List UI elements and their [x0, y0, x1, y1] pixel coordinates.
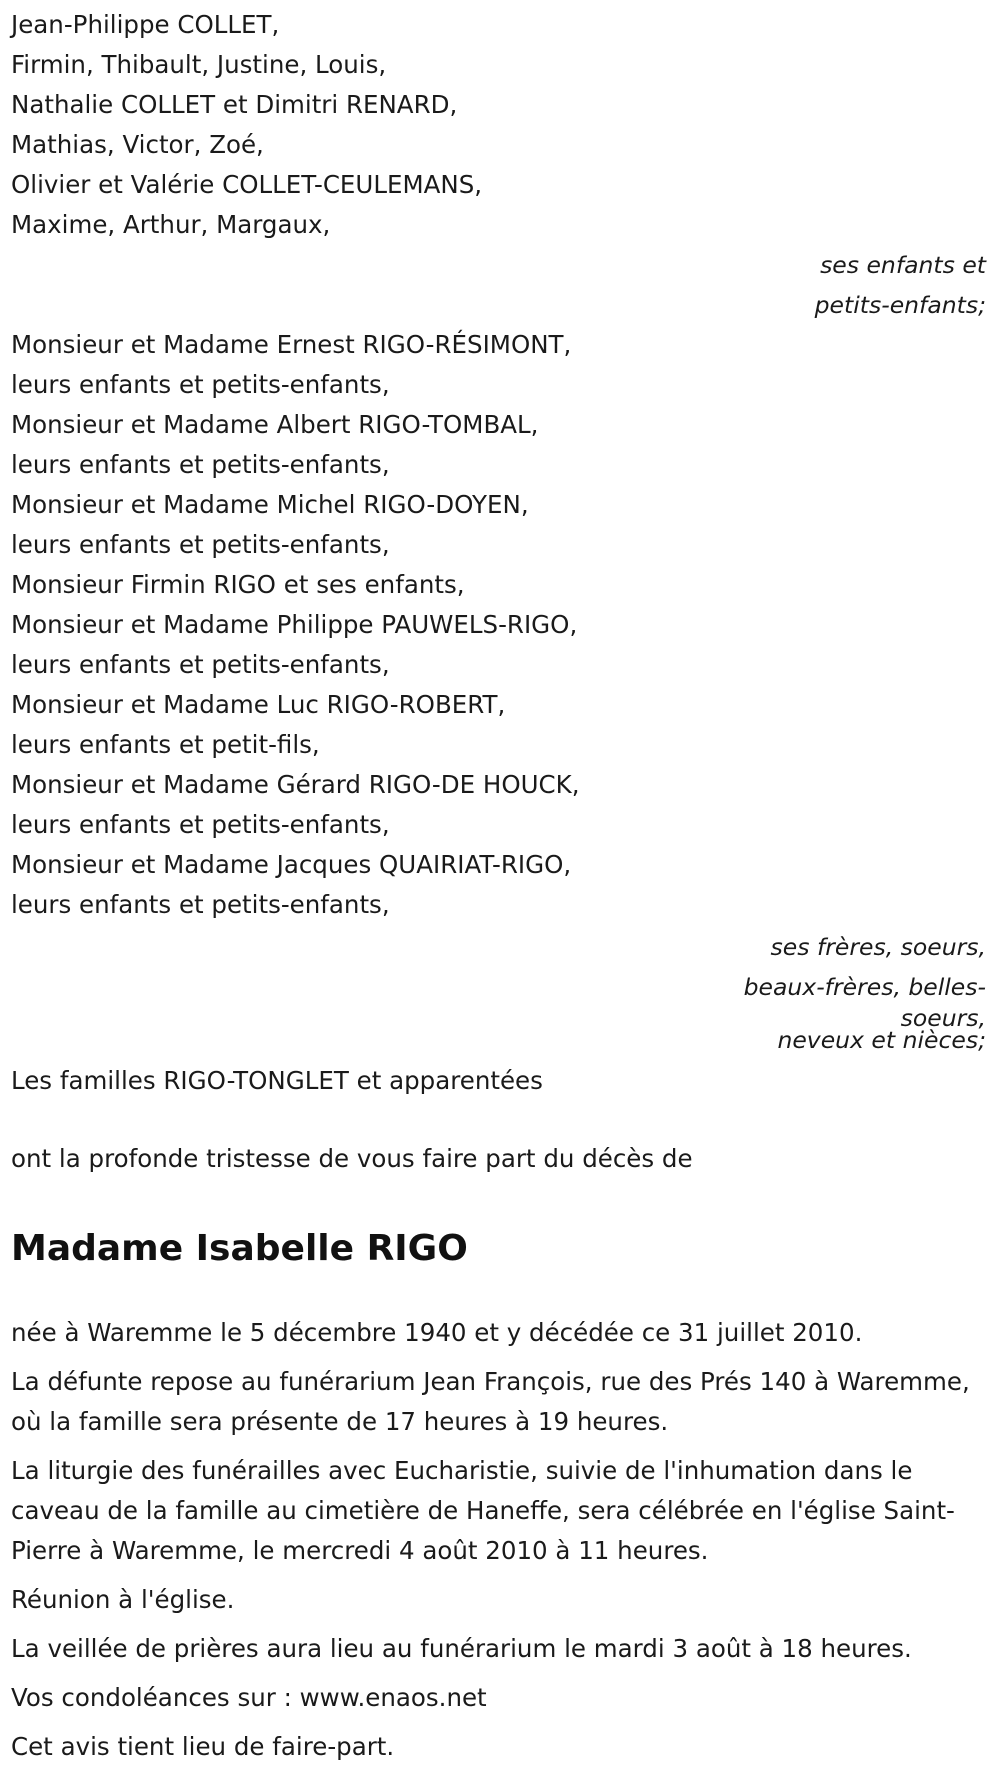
- relation-line: soeurs,: [900, 1004, 986, 1032]
- obituary-notice: [11, 0, 996, 1776]
- liturgy-info: La liturgie des funérailles avec Eucharistie, suivie de l'inhumation dans le caveau de la famille au cimetière de Haneffe, sera célébrée en l'église Saint-Pierre à Waremme, le mercredi 4 août 2010 à 11 heures.: [11, 1456, 955, 1565]
- family-line: Monsieur et Madame Jacques QUAIRIAT-RIGO,: [11, 850, 572, 879]
- siblings-list: [11, 325, 996, 925]
- family-line: leurs enfants et petits-enfants,: [11, 450, 390, 479]
- announcement-text: ont la profonde tristesse de vous faire part du décès de: [11, 1144, 693, 1173]
- funeral-details: [11, 1313, 996, 1767]
- family-line: leurs enfants et petits-enfants,: [11, 530, 390, 559]
- relation-line: ses frères, soeurs,: [770, 933, 986, 961]
- family-line: Jean-Philippe COLLET,: [11, 10, 280, 39]
- other-families: Les familles RIGO-TONGLET et apparentées: [11, 1066, 543, 1095]
- family-line: Monsieur et Madame Gérard RIGO-DE HOUCK,: [11, 770, 580, 799]
- relation-line: ses enfants et: [820, 251, 986, 279]
- family-line: leurs enfants et petits-enfants,: [11, 810, 390, 839]
- family-line: Mathias, Victor, Zoé,: [11, 130, 264, 159]
- vigil-info: La veillée de prières aura lieu au funérarium le mardi 3 août à 18 heures.: [11, 1634, 912, 1663]
- relation-line: neveux et nièces;: [777, 1026, 986, 1054]
- family-line: Monsieur et Madame Philippe PAUWELS-RIGO,: [11, 610, 578, 639]
- family-line: leurs enfants et petits-enfants,: [11, 370, 390, 399]
- funeral-home-info: La défunte repose au funérarium Jean François, rue des Prés 140 à Waremme, où la famille sera présente de 17 heures à 19 heures.: [11, 1367, 970, 1436]
- children-list: [11, 5, 996, 245]
- relation-line: petits-enfants;: [814, 291, 986, 319]
- siblings-relation: [11, 927, 986, 1054]
- condolences-info: Vos condoléances sur : www.enaos.net: [11, 1683, 487, 1712]
- children-relation: [11, 245, 986, 325]
- meeting-info: Réunion à l'église.: [11, 1585, 235, 1614]
- family-line: Monsieur Firmin RIGO et ses enfants,: [11, 570, 465, 599]
- family-line: Monsieur et Madame Michel RIGO-DOYEN,: [11, 490, 529, 519]
- notice-statement: Cet avis tient lieu de faire-part.: [11, 1732, 395, 1761]
- family-line: leurs enfants et petits-enfants,: [11, 890, 390, 919]
- family-line: Monsieur et Madame Albert RIGO-TOMBAL,: [11, 410, 539, 439]
- birth-death-dates: née à Waremme le 5 décembre 1940 et y décédée ce 31 juillet 2010.: [11, 1318, 863, 1347]
- family-line: Monsieur et Madame Luc RIGO-ROBERT,: [11, 690, 506, 719]
- family-line: leurs enfants et petit-fils,: [11, 730, 320, 759]
- family-line: leurs enfants et petits-enfants,: [11, 650, 390, 679]
- family-line: Olivier et Valérie COLLET-CEULEMANS,: [11, 170, 483, 199]
- relation-line: beaux-frères, belles-: [743, 973, 986, 1001]
- family-line: Firmin, Thibault, Justine, Louis,: [11, 50, 387, 79]
- family-line: Nathalie COLLET et Dimitri RENARD,: [11, 90, 458, 119]
- family-line: Maxime, Arthur, Margaux,: [11, 210, 331, 239]
- family-line: Monsieur et Madame Ernest RIGO-RÉSIMONT,: [11, 330, 572, 359]
- deceased-name: Madame Isabelle RIGO: [11, 1228, 468, 1269]
